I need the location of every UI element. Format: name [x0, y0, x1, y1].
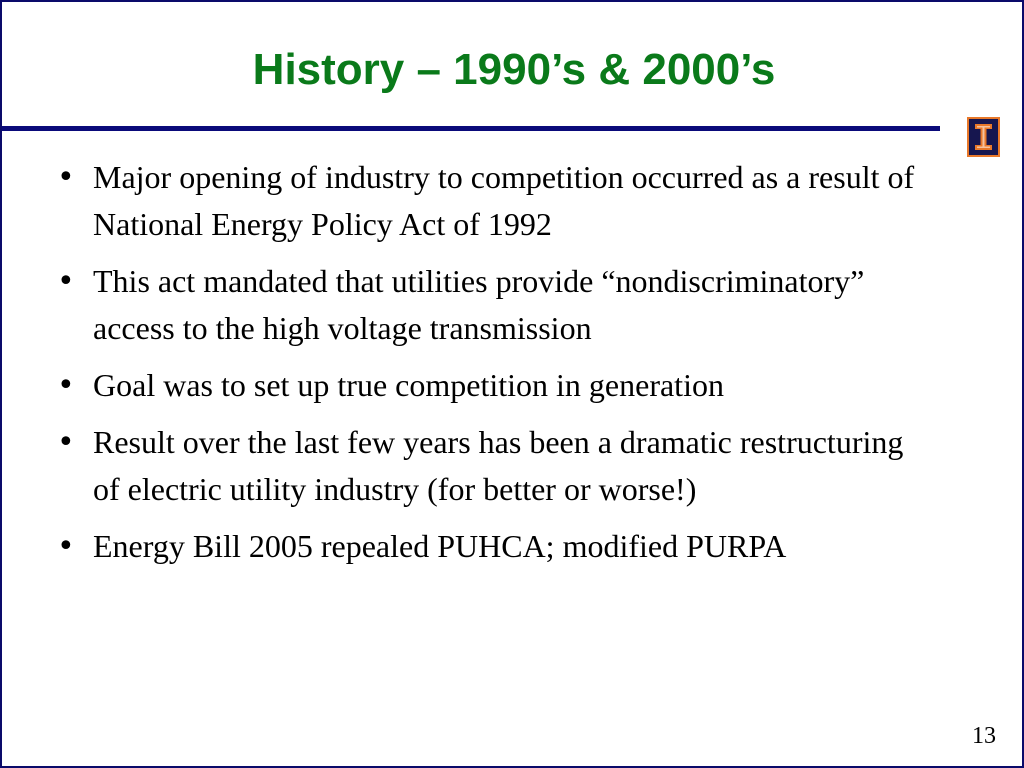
bullet-dot: • — [57, 425, 75, 460]
bullet-dot: • — [57, 160, 75, 195]
bullet-dot: • — [57, 264, 75, 299]
slide-title: History – 1990’s & 2000’s — [252, 45, 776, 94]
bullet-text: Energy Bill 2005 repealed PUHCA; modified PURPA — [93, 528, 787, 564]
bullet-text: Result over the last few years has been a dramatic restructuring of electric utility industry (for better or worse!) — [93, 424, 904, 507]
bullet-item — [57, 419, 937, 513]
university-logo-icon — [967, 117, 1000, 157]
bullet-dot: • — [57, 529, 75, 564]
bullet-item — [57, 154, 937, 248]
bullet-list — [57, 154, 937, 580]
bullet-item — [57, 362, 937, 409]
bullet-item — [57, 258, 937, 352]
bullet-text: Goal was to set up true competition in generation — [93, 367, 724, 403]
bullet-dot: • — [57, 368, 75, 403]
bullet-text: This act mandated that utilities provide “nondiscriminatory” access to the high voltage transmission — [93, 263, 865, 346]
bullet-item — [57, 523, 937, 570]
bullet-text: Major opening of industry to competition occurred as a result of National Energy Policy Act of 1992 — [93, 159, 915, 242]
page-number: 13 — [972, 723, 996, 749]
title-divider — [2, 126, 940, 131]
